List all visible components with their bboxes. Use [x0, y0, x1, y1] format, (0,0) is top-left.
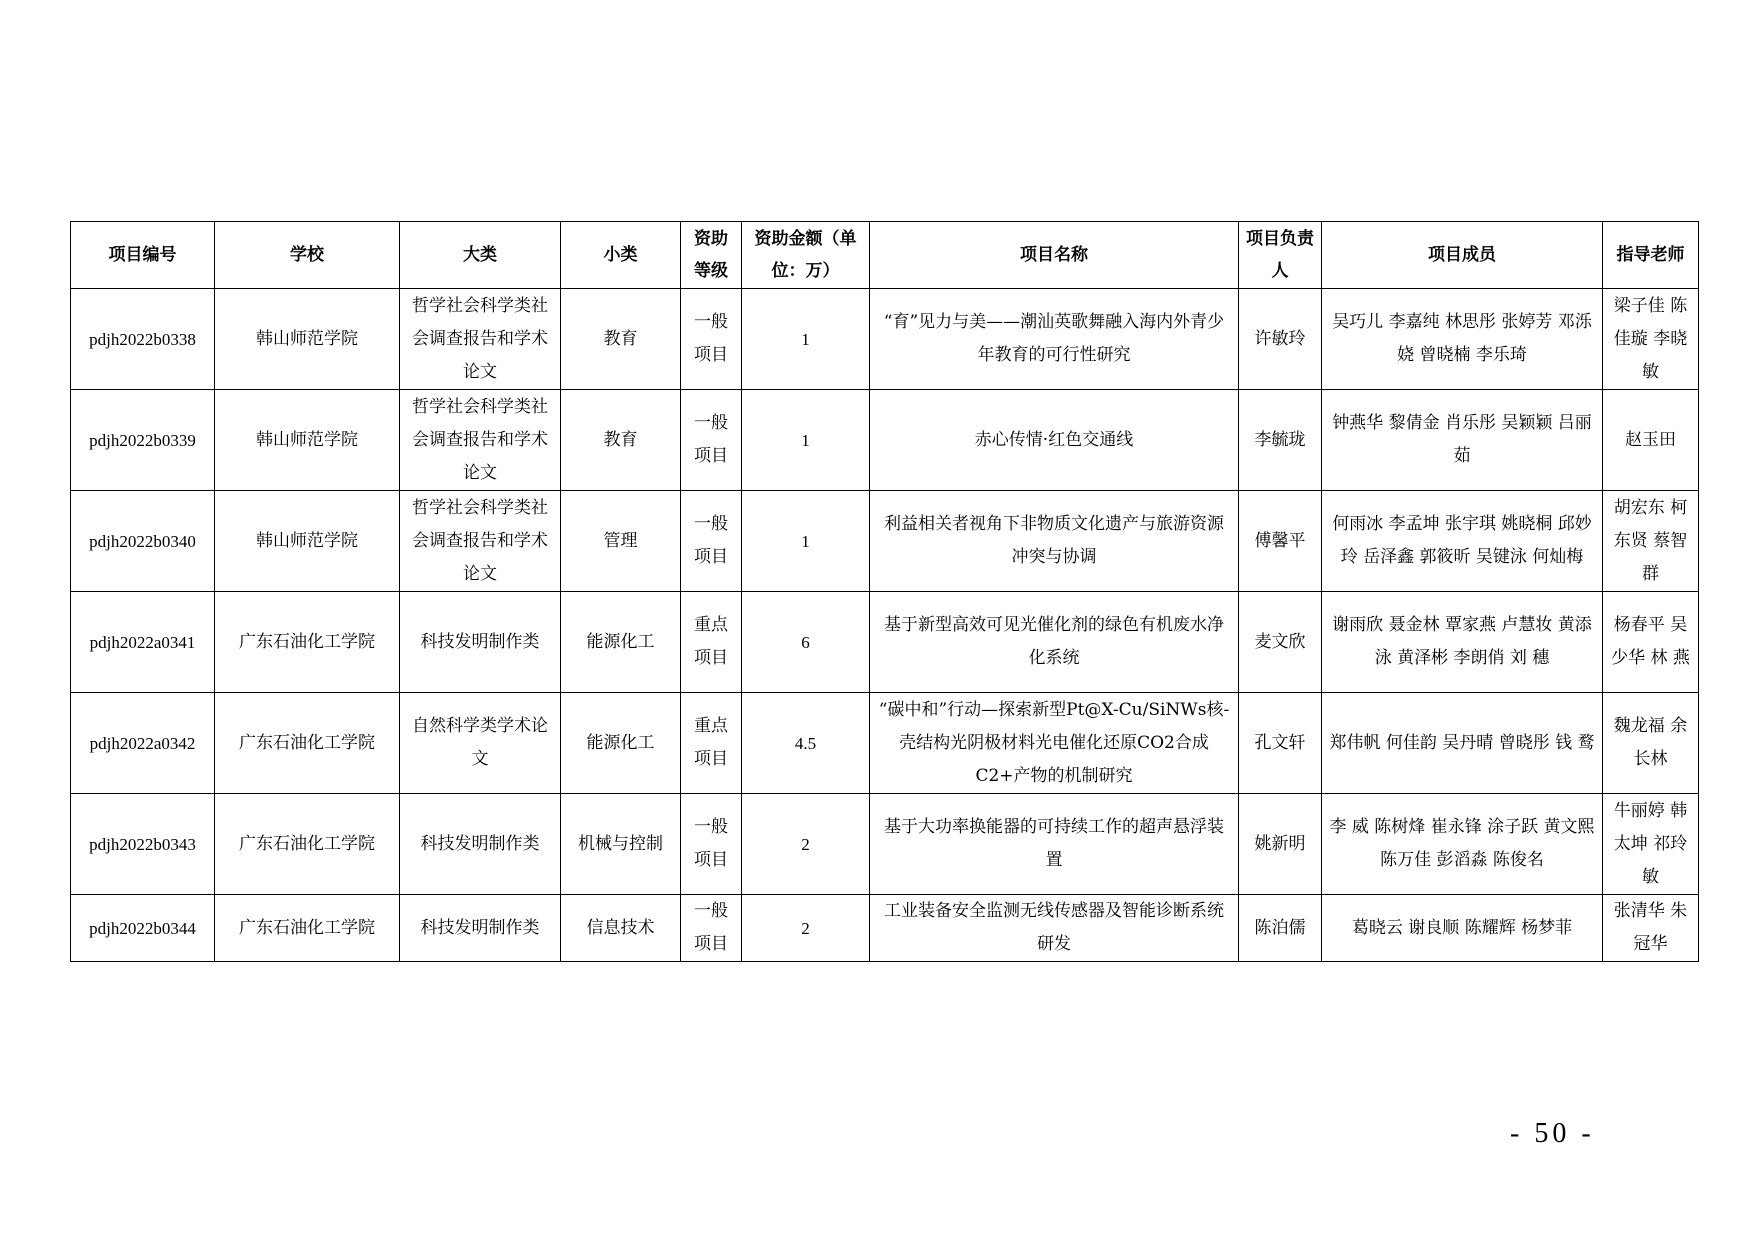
header-school: 学校 [215, 222, 400, 289]
cell-advisors: 杨春平 吴少华 林 燕 [1603, 592, 1699, 693]
cell-school: 广东石油化工学院 [215, 592, 400, 693]
cell-name: 基于大功率换能器的可持续工作的超声悬浮装置 [870, 794, 1239, 895]
cell-code: pdjh2022b0339 [71, 390, 215, 491]
header-row [71, 222, 1699, 289]
page-number: - 50 - [1510, 1118, 1595, 1149]
cell-category: 自然科学类学术论文 [400, 693, 561, 794]
table-row [71, 390, 1699, 491]
cell-category: 哲学社会科学类社会调查报告和学术论文 [400, 491, 561, 592]
cell-amount: 1 [742, 390, 870, 491]
cell-school: 广东石油化工学院 [215, 794, 400, 895]
table-row [71, 794, 1699, 895]
cell-name: 工业装备安全监测无线传感器及智能诊断系统研发 [870, 895, 1239, 962]
cell-subcategory: 教育 [561, 390, 681, 491]
cell-school: 广东石油化工学院 [215, 895, 400, 962]
header-subcategory: 小类 [561, 222, 681, 289]
cell-advisors: 梁子佳 陈佳璇 李晓敏 [1603, 289, 1699, 390]
cell-level: 重点项目 [681, 592, 742, 693]
cell-subcategory: 能源化工 [561, 693, 681, 794]
header-category: 大类 [400, 222, 561, 289]
cell-leader: 许敏玲 [1239, 289, 1322, 390]
cell-category: 哲学社会科学类社会调查报告和学术论文 [400, 390, 561, 491]
cell-advisors: 胡宏东 柯东贤 蔡智群 [1603, 491, 1699, 592]
project-table [70, 221, 1699, 962]
cell-subcategory: 教育 [561, 289, 681, 390]
cell-name: “碳中和”行动—探索新型Pt@X-Cu/SiNWs核-壳结构光阴极材料光电催化还原CO2合成C2+产物的机制研究 [870, 693, 1239, 794]
header-members: 项目成员 [1322, 222, 1603, 289]
header-name: 项目名称 [870, 222, 1239, 289]
cell-leader: 姚新明 [1239, 794, 1322, 895]
table-row [71, 491, 1699, 592]
cell-amount: 1 [742, 491, 870, 592]
cell-name: 利益相关者视角下非物质文化遗产与旅游资源冲突与协调 [870, 491, 1239, 592]
cell-name: “育”见力与美——潮汕英歌舞融入海内外青少年教育的可行性研究 [870, 289, 1239, 390]
cell-school: 韩山师范学院 [215, 289, 400, 390]
header-code: 项目编号 [71, 222, 215, 289]
cell-members: 谢雨欣 聂金林 覃家燕 卢慧妆 黄添泳 黄泽彬 李朗俏 刘 穗 [1322, 592, 1603, 693]
cell-leader: 傅馨平 [1239, 491, 1322, 592]
cell-level: 一般项目 [681, 895, 742, 962]
header-leader: 项目负责人 [1239, 222, 1322, 289]
cell-amount: 2 [742, 895, 870, 962]
cell-level: 一般项目 [681, 289, 742, 390]
cell-code: pdjh2022b0343 [71, 794, 215, 895]
cell-subcategory: 能源化工 [561, 592, 681, 693]
cell-code: pdjh2022b0344 [71, 895, 215, 962]
cell-members: 郑伟帆 何佳韵 吴丹晴 曾晓彤 钱 鹜 [1322, 693, 1603, 794]
cell-amount: 1 [742, 289, 870, 390]
cell-level: 一般项目 [681, 491, 742, 592]
cell-code: pdjh2022a0341 [71, 592, 215, 693]
cell-name: 赤心传情·红色交通线 [870, 390, 1239, 491]
header-advisors: 指导老师 [1603, 222, 1699, 289]
cell-members: 李 威 陈树烽 崔永锋 涂子跃 黄文熙 陈万佳 彭滔淼 陈俊名 [1322, 794, 1603, 895]
cell-amount: 4.5 [742, 693, 870, 794]
cell-school: 韩山师范学院 [215, 390, 400, 491]
cell-leader: 陈泊儒 [1239, 895, 1322, 962]
cell-members: 钟燕华 黎倩金 肖乐彤 吴颖颖 吕丽茹 [1322, 390, 1603, 491]
cell-category: 哲学社会科学类社会调查报告和学术论文 [400, 289, 561, 390]
cell-level: 一般项目 [681, 794, 742, 895]
cell-school: 广东石油化工学院 [215, 693, 400, 794]
table-row [71, 693, 1699, 794]
cell-category: 科技发明制作类 [400, 592, 561, 693]
cell-leader: 孔文轩 [1239, 693, 1322, 794]
cell-level: 一般项目 [681, 390, 742, 491]
header-level: 资助等级 [681, 222, 742, 289]
table-row [71, 592, 1699, 693]
cell-name: 基于新型高效可见光催化剂的绿色有机废水净化系统 [870, 592, 1239, 693]
cell-leader: 李毓珑 [1239, 390, 1322, 491]
cell-subcategory: 机械与控制 [561, 794, 681, 895]
table-row [71, 895, 1699, 962]
cell-members: 何雨冰 李孟坤 张宇琪 姚晓桐 邱妙玲 岳泽鑫 郭筱昕 吴键泳 何灿梅 [1322, 491, 1603, 592]
cell-category: 科技发明制作类 [400, 895, 561, 962]
cell-amount: 6 [742, 592, 870, 693]
header-amount: 资助金额（单位：万） [742, 222, 870, 289]
cell-members: 吴巧儿 李嘉纯 林思彤 张婷芳 邓泺娆 曾晓楠 李乐琦 [1322, 289, 1603, 390]
cell-advisors: 牛丽婷 韩太坤 祁玲敏 [1603, 794, 1699, 895]
cell-subcategory: 信息技术 [561, 895, 681, 962]
cell-members: 葛晓云 谢良顺 陈耀辉 杨梦菲 [1322, 895, 1603, 962]
cell-advisors: 赵玉田 [1603, 390, 1699, 491]
cell-code: pdjh2022b0338 [71, 289, 215, 390]
cell-amount: 2 [742, 794, 870, 895]
cell-code: pdjh2022b0340 [71, 491, 215, 592]
cell-level: 重点项目 [681, 693, 742, 794]
cell-code: pdjh2022a0342 [71, 693, 215, 794]
cell-category: 科技发明制作类 [400, 794, 561, 895]
cell-school: 韩山师范学院 [215, 491, 400, 592]
cell-advisors: 张清华 朱冠华 [1603, 895, 1699, 962]
cell-subcategory: 管理 [561, 491, 681, 592]
table-row [71, 289, 1699, 390]
cell-leader: 麦文欣 [1239, 592, 1322, 693]
cell-advisors: 魏龙福 余长林 [1603, 693, 1699, 794]
